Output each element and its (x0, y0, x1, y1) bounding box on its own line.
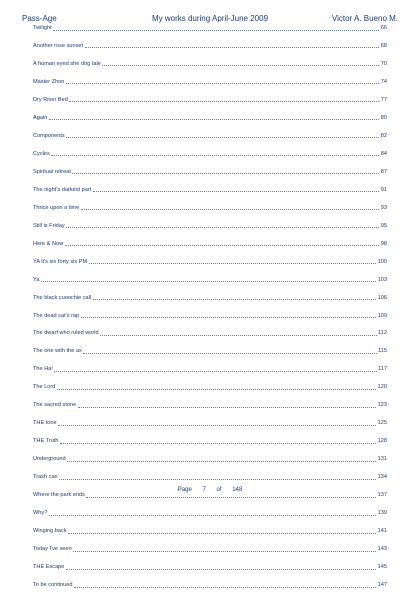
toc-entry-page-number[interactable]: 100 (377, 258, 387, 265)
footer-current-page: 7 (202, 487, 206, 493)
toc-entry-page-number[interactable]: 112 (378, 330, 387, 337)
toc-leader-dots (66, 568, 376, 570)
toc-entry[interactable] (33, 347, 387, 355)
toc-entry[interactable] (33, 168, 387, 176)
toc-leader-dots (67, 460, 376, 462)
toc-leader-dots (41, 280, 376, 282)
footer-page-label: Page (177, 487, 192, 493)
toc-entry[interactable] (33, 365, 387, 373)
toc-entry-page-number[interactable]: 77 (380, 96, 387, 103)
toc-entry-title[interactable]: THE tone (33, 420, 57, 427)
toc-entry[interactable] (33, 473, 387, 481)
toc-leader-dots (54, 370, 376, 372)
toc-entry-title[interactable]: Why? (33, 510, 48, 517)
toc-entry-page-number[interactable]: 109 (377, 312, 387, 319)
toc-entry-title[interactable]: Trash can (33, 474, 58, 481)
toc-entry-page-number[interactable]: 66 (380, 25, 387, 31)
toc-entry[interactable] (33, 222, 387, 230)
toc-entry-title[interactable]: The one with the ax (33, 348, 82, 355)
toc-leader-dots (72, 172, 379, 174)
toc-leader-dots (66, 136, 379, 138)
toc-entry-page-number[interactable]: 117 (378, 366, 387, 373)
toc-entry-title[interactable]: Cycles (33, 150, 50, 157)
toc-entry-page-number[interactable]: 70 (380, 60, 387, 67)
toc-entry-page-number[interactable]: 93 (380, 204, 387, 211)
toc-entry-title[interactable]: YA it's six forty six PM (33, 258, 88, 265)
toc-entry-title[interactable]: To be continued (33, 582, 73, 589)
toc-entry[interactable] (33, 150, 387, 158)
toc-entry-page-number[interactable]: 87 (380, 168, 387, 175)
toc-entry-page-number[interactable]: 125 (377, 420, 387, 427)
toc-leader-dots (93, 190, 379, 192)
toc-leader-dots (58, 424, 376, 426)
toc-entry-title[interactable]: The night's darkest part (33, 186, 92, 193)
toc-entry-page-number[interactable]: 141 (377, 528, 387, 535)
footer-of-label: of (216, 487, 222, 493)
toc-entry-title[interactable]: The Ha! (33, 366, 53, 373)
toc-entry-page-number[interactable]: 95 (380, 222, 387, 229)
toc-entry-title[interactable]: Master Zhon (33, 78, 65, 85)
toc-entry-page-number[interactable]: 84 (380, 150, 387, 157)
toc-entry[interactable] (33, 419, 387, 427)
toc-entry[interactable] (33, 60, 387, 68)
toc-leader-dots (65, 244, 380, 246)
toc-entry-title[interactable]: THE Truth (33, 438, 59, 445)
toc-entry-title[interactable]: Thrice upon a time (33, 204, 80, 211)
toc-entry[interactable] (33, 114, 387, 122)
toc-entry[interactable] (33, 401, 387, 409)
toc-entry-page-number[interactable]: 120 (377, 384, 387, 391)
toc-entry[interactable] (33, 563, 387, 571)
toc-entry[interactable] (33, 312, 387, 320)
toc-leader-dots (81, 316, 376, 318)
toc-leader-dots (85, 46, 380, 48)
toc-entry-title[interactable]: Where the park ends (33, 492, 85, 499)
toc-leader-dots (57, 388, 376, 390)
toc-entry-title[interactable]: Here & Now (33, 240, 64, 247)
toc-leader-dots (73, 550, 376, 552)
toc-leader-dots (74, 586, 376, 588)
page-footer (0, 487, 420, 493)
toc-entry[interactable] (33, 42, 387, 50)
toc-entry[interactable] (33, 78, 387, 86)
toc-entry-page-number[interactable]: 80 (380, 114, 387, 121)
toc-entry-page-number[interactable]: 68 (380, 42, 387, 49)
footer-total-pages: 148 (232, 487, 243, 493)
toc-entry-title[interactable]: Another rose sunset (33, 42, 84, 49)
toc-entry[interactable] (33, 294, 387, 302)
toc-entry[interactable] (33, 581, 387, 589)
toc-entry[interactable] (33, 276, 387, 284)
toc-entry-page-number[interactable]: 139 (377, 510, 387, 517)
header-author: Victor A. Bueno M. (331, 14, 398, 23)
toc-entry-title[interactable]: Spiritual retreat (33, 168, 71, 175)
header-book-title: Pass-Age (22, 14, 57, 23)
toc-leader-dots (51, 154, 379, 156)
toc-entry-title[interactable]: Still is Friday (33, 222, 65, 229)
toc-leader-dots (89, 262, 377, 264)
toc-entry[interactable] (33, 455, 387, 463)
toc-entry-page-number[interactable]: 82 (380, 132, 387, 139)
toc-leader-dots (66, 226, 379, 228)
toc-entry-title[interactable]: Again (33, 114, 48, 121)
toc-entry-title[interactable]: Ya (33, 276, 40, 283)
toc-leader-dots (102, 64, 379, 66)
toc-leader-dots (60, 442, 376, 444)
toc-leader-dots (59, 478, 376, 480)
toc-entry-page-number[interactable]: 131 (377, 456, 387, 463)
toc-entry[interactable] (33, 437, 387, 445)
toc-entry[interactable] (33, 383, 387, 391)
toc-entry[interactable] (33, 329, 387, 337)
toc-entry[interactable] (33, 186, 387, 194)
toc-entry[interactable] (33, 258, 387, 266)
toc-entry-title[interactable]: THE Escape (33, 564, 65, 571)
toc-entry-page-number[interactable]: 98 (380, 240, 387, 247)
toc-entry-page-number[interactable]: 134 (377, 474, 387, 481)
toc-leader-dots (86, 496, 376, 498)
toc-entry-page-number[interactable]: 143 (377, 546, 387, 553)
toc-entry-title[interactable]: Dry River Bed (33, 96, 68, 103)
toc-leader-dots (49, 118, 379, 120)
toc-entry-title[interactable]: The black cuoochie call (33, 294, 92, 301)
toc-entry-title[interactable]: Today I've seen (33, 546, 72, 553)
toc-entry-page-number[interactable]: 128 (377, 438, 387, 445)
toc-entry[interactable] (33, 240, 387, 248)
toc-entry-title[interactable]: Winging back (33, 528, 67, 535)
toc-leader-dots (68, 532, 376, 534)
toc-entry-page-number[interactable]: 91 (380, 186, 387, 193)
toc-leader-dots (83, 352, 376, 354)
toc-leader-dots (49, 514, 376, 516)
toc-leader-dots (69, 100, 379, 102)
toc-entry[interactable] (33, 527, 387, 535)
toc-entry-title[interactable]: The dwarf who ruled world (33, 330, 99, 337)
toc-leader-dots (81, 208, 379, 210)
toc-entry-page-number[interactable]: 74 (380, 78, 387, 85)
toc-entry-page-number[interactable]: 145 (377, 564, 387, 571)
toc-leader-dots (93, 298, 377, 300)
toc-entry[interactable] (33, 24, 387, 32)
toc-entry-page-number[interactable]: 106 (377, 294, 387, 301)
header-subtitle: My works during April-June 2009 (151, 14, 269, 23)
toc-entry-title[interactable]: Underground (33, 456, 66, 463)
toc-entry[interactable] (33, 509, 387, 517)
toc-leader-dots (78, 406, 376, 408)
toc-leader-dots (100, 334, 376, 336)
toc-entry[interactable] (33, 96, 387, 104)
toc-entry-title[interactable]: A human eyed she dog tale (33, 60, 101, 67)
toc-entry[interactable] (33, 132, 387, 140)
toc-entry-page-number[interactable]: 103 (377, 276, 387, 283)
toc-entry[interactable] (33, 545, 387, 553)
toc-entry-page-number[interactable]: 137 (377, 492, 387, 499)
toc-entry-page-number[interactable]: 115 (378, 348, 387, 355)
toc-entry-page-number[interactable]: 147 (377, 582, 387, 589)
toc-entry[interactable] (33, 204, 387, 212)
toc-entry-page-number[interactable]: 123 (377, 402, 387, 409)
toc-leader-dots (66, 82, 379, 84)
toc-entry-title[interactable]: Twilight (33, 25, 52, 31)
toc-entry-title[interactable]: The Lord (33, 384, 56, 391)
toc-leader-dots (53, 29, 379, 31)
toc-entry-title[interactable]: The dead cat's rap (33, 312, 80, 319)
toc-entry-title[interactable]: Components (33, 132, 65, 139)
toc-entry-title[interactable]: The sacred stone (33, 402, 77, 409)
